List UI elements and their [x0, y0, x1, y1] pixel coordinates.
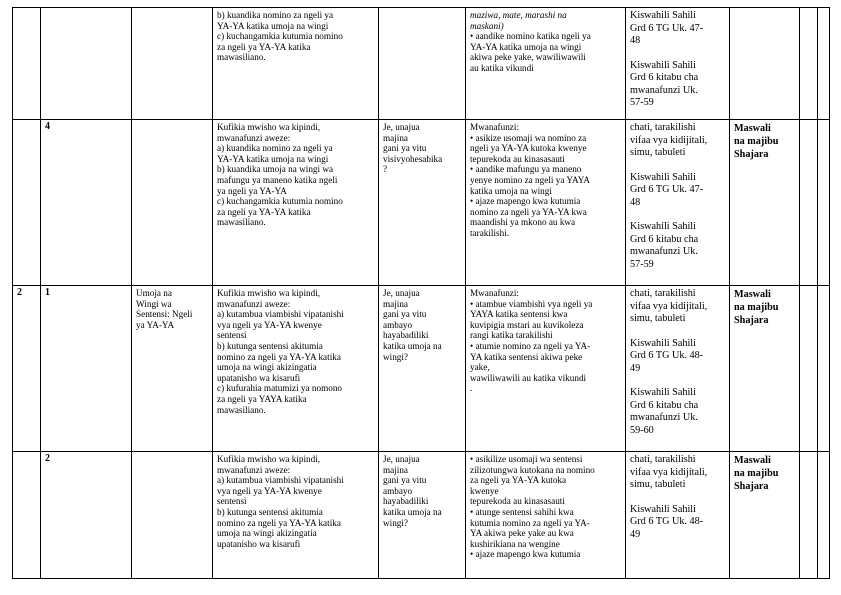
resources-cell	[626, 286, 730, 452]
resource-line: Grd 6 TG Uk. 47-	[630, 184, 704, 195]
experience-line: • aandike nomino katika ngeli ya	[470, 31, 591, 42]
remarks-cell	[818, 8, 830, 120]
inquiry-line: ambayo	[383, 319, 413, 330]
experience-line: YAYA katika sentensi kwa	[470, 309, 568, 320]
table-row	[13, 120, 830, 286]
objective-line: c) kuchangamkia kutumia nomino	[217, 196, 343, 207]
resource-line: 48	[630, 196, 641, 208]
experience-line: • ajaze mapengo kwa kutumia	[470, 549, 581, 560]
inquiry-question-cell	[379, 120, 466, 286]
objective-line: a) kutambua viambishi vipatanishi	[217, 309, 344, 320]
resource-line: 49	[630, 528, 641, 540]
resource-block	[630, 288, 726, 326]
assessment-line: Shajara	[734, 149, 769, 160]
experience-line: • asikize usomaji wa nomino za	[470, 132, 587, 143]
objective-line: vya ngeli ya YA-YA kwenye	[217, 319, 322, 330]
resource-block	[630, 387, 726, 437]
resource-block	[630, 122, 726, 160]
experience-line: kwenye	[470, 485, 499, 496]
inquiry-question-cell	[379, 452, 466, 579]
resource-line: 49	[630, 362, 641, 374]
resource-line: vifaa vya kidijitali,	[630, 134, 708, 146]
learning-experiences-cell	[466, 8, 626, 120]
topic-line: Umoja na	[136, 288, 172, 298]
resource-line: Kiswahili Sahili	[630, 387, 696, 398]
objectives-cell	[213, 120, 379, 286]
table-row	[13, 452, 830, 579]
experience-line: • aandike mafungu ya maneno	[470, 164, 582, 175]
experience-line: YA akiwa peke yake au kwa	[470, 528, 574, 539]
resource-line: simu, tabuleti	[630, 313, 686, 324]
reflection-cell	[800, 120, 818, 286]
resource-line: Grd 6 kitabu cha	[630, 399, 699, 411]
objective-line: sentensi	[217, 496, 247, 507]
objective-line: Kufikia mwisho wa kipindi,	[217, 288, 321, 298]
topic-line: Wingi wa	[136, 298, 172, 309]
resource-line: Grd 6 TG Uk. 47-	[630, 22, 704, 34]
resource-line: Kiswahili Sahili	[630, 337, 696, 349]
experience-line: ngeli ya YA-YA kutoka kwenye	[470, 143, 587, 154]
assessment-cell	[730, 286, 800, 452]
remarks-cell	[818, 120, 830, 286]
objectives-cell	[213, 452, 379, 579]
assessment-cell	[730, 8, 800, 120]
experience-line: • asikilize usomaji wa sentensi	[470, 454, 583, 464]
objective-line: nomino za ngeli ya YA-YA katika	[217, 517, 341, 528]
experience-line: YA-YA katika umoja na wingi	[470, 41, 582, 52]
experience-line: wawiliwawili au katika vikundi	[470, 372, 587, 383]
inquiry-line: Je, unajua	[383, 288, 420, 298]
resources-cell	[626, 452, 730, 579]
lesson-cell: 2	[41, 452, 132, 579]
resource-line: 59-60	[630, 424, 654, 436]
experience-line: yenye nomino za ngeli ya YAYA	[470, 174, 591, 185]
objective-line: mawasiliano.	[217, 52, 266, 63]
reflection-cell	[800, 452, 818, 579]
lesson-cell: 1	[41, 286, 132, 452]
inquiry-line: wingi?	[383, 351, 409, 362]
resource-block	[630, 454, 726, 492]
resource-line: simu, tabuleti	[630, 479, 686, 490]
assessment-line: Shajara	[734, 481, 769, 492]
resource-block	[630, 172, 726, 210]
resource-block	[630, 504, 726, 542]
objective-line: YA-YA katika umoja na wingi	[217, 153, 329, 164]
resource-line: chati, tarakilishi	[630, 288, 696, 299]
inquiry-question-cell	[379, 8, 466, 120]
learning-experiences-cell	[466, 286, 626, 452]
inquiry-line: ambayo	[383, 485, 413, 496]
objective-line: a) kutambua viambishi vipatanishi	[217, 475, 344, 486]
inquiry-line: gani ya vitu	[383, 143, 427, 154]
inquiry-line: majina	[383, 132, 409, 143]
experience-line: tarakilishi.	[470, 227, 510, 238]
inquiry-line: gani ya vitu	[383, 475, 427, 486]
assessment-line: na majibu	[734, 468, 779, 479]
remarks-cell	[818, 452, 830, 579]
lesson-cell	[41, 8, 132, 120]
experience-line: nomino za ngeli ya YA-YA kwa	[470, 206, 587, 217]
experience-line: • atunge sentensi sahihi kwa	[470, 506, 574, 517]
objective-line: mwanafunzi aweze:	[217, 132, 291, 143]
resource-line: vifaa vya kidijitali,	[630, 300, 708, 312]
inquiry-line: wingi?	[383, 517, 409, 528]
assessment-line: Maswali	[734, 289, 771, 300]
inquiry-line: gani ya vitu	[383, 309, 427, 320]
topic-cell	[132, 120, 213, 286]
reflection-cell	[800, 286, 818, 452]
objectives-cell	[213, 286, 379, 452]
resource-line: Kiswahili Sahili	[630, 10, 696, 21]
objective-line: sentensi	[217, 330, 247, 341]
experience-line: maziwa, mate, marashi na	[470, 10, 567, 20]
experience-line: Mwanafunzi:	[470, 122, 519, 132]
resource-line: chati, tarakilishi	[630, 454, 696, 465]
objective-line: a) kuandika nomino za ngeli ya	[217, 143, 333, 154]
resource-line: Kiswahili Sahili	[630, 59, 696, 71]
topic-cell	[132, 452, 213, 579]
topic-line: Sentensi: Ngeli	[136, 309, 193, 320]
table-body	[13, 8, 830, 579]
experience-line: akiwa peke yake, wawiliwawili	[470, 52, 586, 63]
objective-line: Kufikia mwisho wa kipindi,	[217, 454, 321, 464]
table-row	[13, 286, 830, 452]
resource-line: mwanafunzi Uk.	[630, 246, 698, 257]
inquiry-line: majina	[383, 464, 409, 475]
objective-line: c) kufurahia matumizi ya nomono	[217, 383, 343, 394]
experience-line: yake,	[470, 362, 490, 373]
resources-cell	[626, 120, 730, 286]
assessment-line: Maswali	[734, 123, 771, 134]
week-cell: 2	[13, 286, 41, 452]
assessment-line: na majibu	[734, 136, 779, 147]
objective-line: mawasiliano.	[217, 217, 266, 228]
inquiry-line: visivyohesabika	[383, 153, 443, 164]
scheme-of-work-table	[12, 7, 830, 579]
resources-cell	[626, 8, 730, 120]
resource-line: Kiswahili Sahili	[630, 171, 696, 183]
objective-line: umoja na wingi akizingatia	[217, 528, 317, 539]
week-cell	[13, 8, 41, 120]
experience-line: zilizotungwa kutokana na nomino	[470, 464, 595, 475]
objective-line: ya ngeli ya YA-YA	[217, 185, 287, 196]
experience-line: .	[470, 383, 473, 394]
assessment-cell	[730, 120, 800, 286]
resource-line: Grd 6 kitabu cha	[630, 72, 699, 83]
objective-line: mawasiliano.	[217, 404, 266, 415]
resource-line: Grd 6 TG Uk. 48-	[630, 350, 704, 361]
experience-line: • ajaze mapengo kwa kutumia	[470, 196, 581, 207]
learning-experiences-cell	[466, 452, 626, 579]
experience-line: za ngeli ya YA-YA kutoka	[470, 475, 567, 486]
inquiry-line: Je, unajua	[383, 122, 420, 132]
inquiry-line: hayabadiliki	[383, 330, 429, 341]
inquiry-line: ?	[383, 164, 388, 175]
resource-block	[630, 10, 726, 48]
objective-line: za ngeli ya YA-YA katika	[217, 206, 311, 217]
experience-line: • atumie nomino za ngeli ya YA-	[470, 340, 591, 351]
assessment-line: Maswali	[734, 455, 771, 466]
resource-line: 57-59	[630, 258, 654, 270]
week-cell	[13, 120, 41, 286]
objective-line: nomino za ngeli ya YA-YA katika	[217, 351, 341, 362]
resource-line: Kiswahili Sahili	[630, 503, 696, 515]
experience-line: tepurekoda au kinasasauti	[470, 496, 565, 507]
objective-line: mwanafunzi aweze:	[217, 298, 291, 309]
inquiry-question-cell	[379, 286, 466, 452]
inquiry-line: Je, unajua	[383, 454, 420, 464]
assessment-line: na majibu	[734, 302, 779, 313]
experience-line: tepurekoda au kinasasauti	[470, 153, 565, 164]
resource-line: Grd 6 kitabu cha	[630, 233, 699, 245]
experience-line: kutumia nomino za ngeli ya YA-	[470, 517, 590, 528]
resource-line: 48	[630, 35, 641, 46]
experience-line: kuvipigia mstari au kuvikoleza	[470, 319, 584, 330]
objective-line: upatanisho wa kisarufi	[217, 372, 301, 383]
resource-line: simu, tabuleti	[630, 147, 686, 158]
resource-line: 57-59	[630, 97, 654, 108]
objective-line: umoja na wingi akizingatia	[217, 362, 317, 373]
experience-line: kushirikiana na wengine	[470, 538, 560, 549]
objective-line: YA-YA katika umoja na wingi	[217, 20, 329, 31]
resource-line: chati, tarakilishi	[630, 122, 696, 133]
experience-line: • atambue viambishi vya ngeli ya	[470, 298, 593, 309]
objective-line: mafungu ya maneno katika ngeli	[217, 174, 338, 185]
assessment-line: Shajara	[734, 315, 769, 326]
objective-line: mwanafunzi aweze:	[217, 464, 291, 475]
experience-line: YA katika sentensi akiwa peke	[470, 351, 583, 362]
objective-line: za ngeli ya YAYA katika	[217, 393, 307, 404]
objective-line: vya ngeli ya YA-YA kwenye	[217, 485, 322, 496]
resource-line: Grd 6 TG Uk. 48-	[630, 516, 704, 527]
inquiry-line: majina	[383, 298, 409, 309]
remarks-cell	[818, 286, 830, 452]
objective-line: Kufikia mwisho wa kipindi,	[217, 122, 321, 132]
inquiry-line: katika umoja na	[383, 340, 442, 351]
week-cell	[13, 452, 41, 579]
topic-line: ya YA-YA	[136, 319, 175, 330]
resource-block	[630, 338, 726, 376]
resource-line: mwanafunzi Uk.	[630, 412, 698, 423]
objectives-cell	[213, 8, 379, 120]
learning-experiences-cell	[466, 120, 626, 286]
resource-line: mwanafunzi Uk.	[630, 84, 698, 96]
table-row	[13, 8, 830, 120]
inquiry-line: hayabadiliki	[383, 496, 429, 507]
assessment-cell	[730, 452, 800, 579]
objective-line: b) kuandika umoja na wingi wa	[217, 164, 334, 175]
objective-line: b) kutunga sentensi akitumia	[217, 506, 323, 517]
resource-line: vifaa vya kidijitali,	[630, 466, 708, 478]
experience-line: maskani)	[470, 20, 504, 31]
topic-cell	[132, 286, 213, 452]
objective-line: b) kutunga sentensi akitumia	[217, 340, 323, 351]
experience-line: au katika vikundi	[470, 62, 534, 73]
experience-line: rangi katika tarakilishi	[470, 330, 553, 341]
lesson-cell: 4	[41, 120, 132, 286]
resource-block	[630, 221, 726, 271]
objective-line: b) kuandika nomino za ngeli ya	[217, 10, 334, 20]
topic-cell	[132, 8, 213, 120]
resource-block	[630, 60, 726, 110]
reflection-cell	[800, 8, 818, 120]
experience-line: katika umoja na wingi	[470, 185, 552, 196]
resource-line: Kiswahili Sahili	[630, 221, 696, 232]
objective-line: c) kuchangamkia kutumia nomino	[217, 31, 343, 42]
objective-line: upatanisho wa kisarufi	[217, 538, 301, 549]
objective-line: za ngeli ya YA-YA katika	[217, 41, 311, 52]
inquiry-line: katika umoja na	[383, 506, 442, 517]
experience-line: maandishi ya mkono au kwa	[470, 217, 576, 228]
experience-line: Mwanafunzi:	[470, 288, 519, 298]
